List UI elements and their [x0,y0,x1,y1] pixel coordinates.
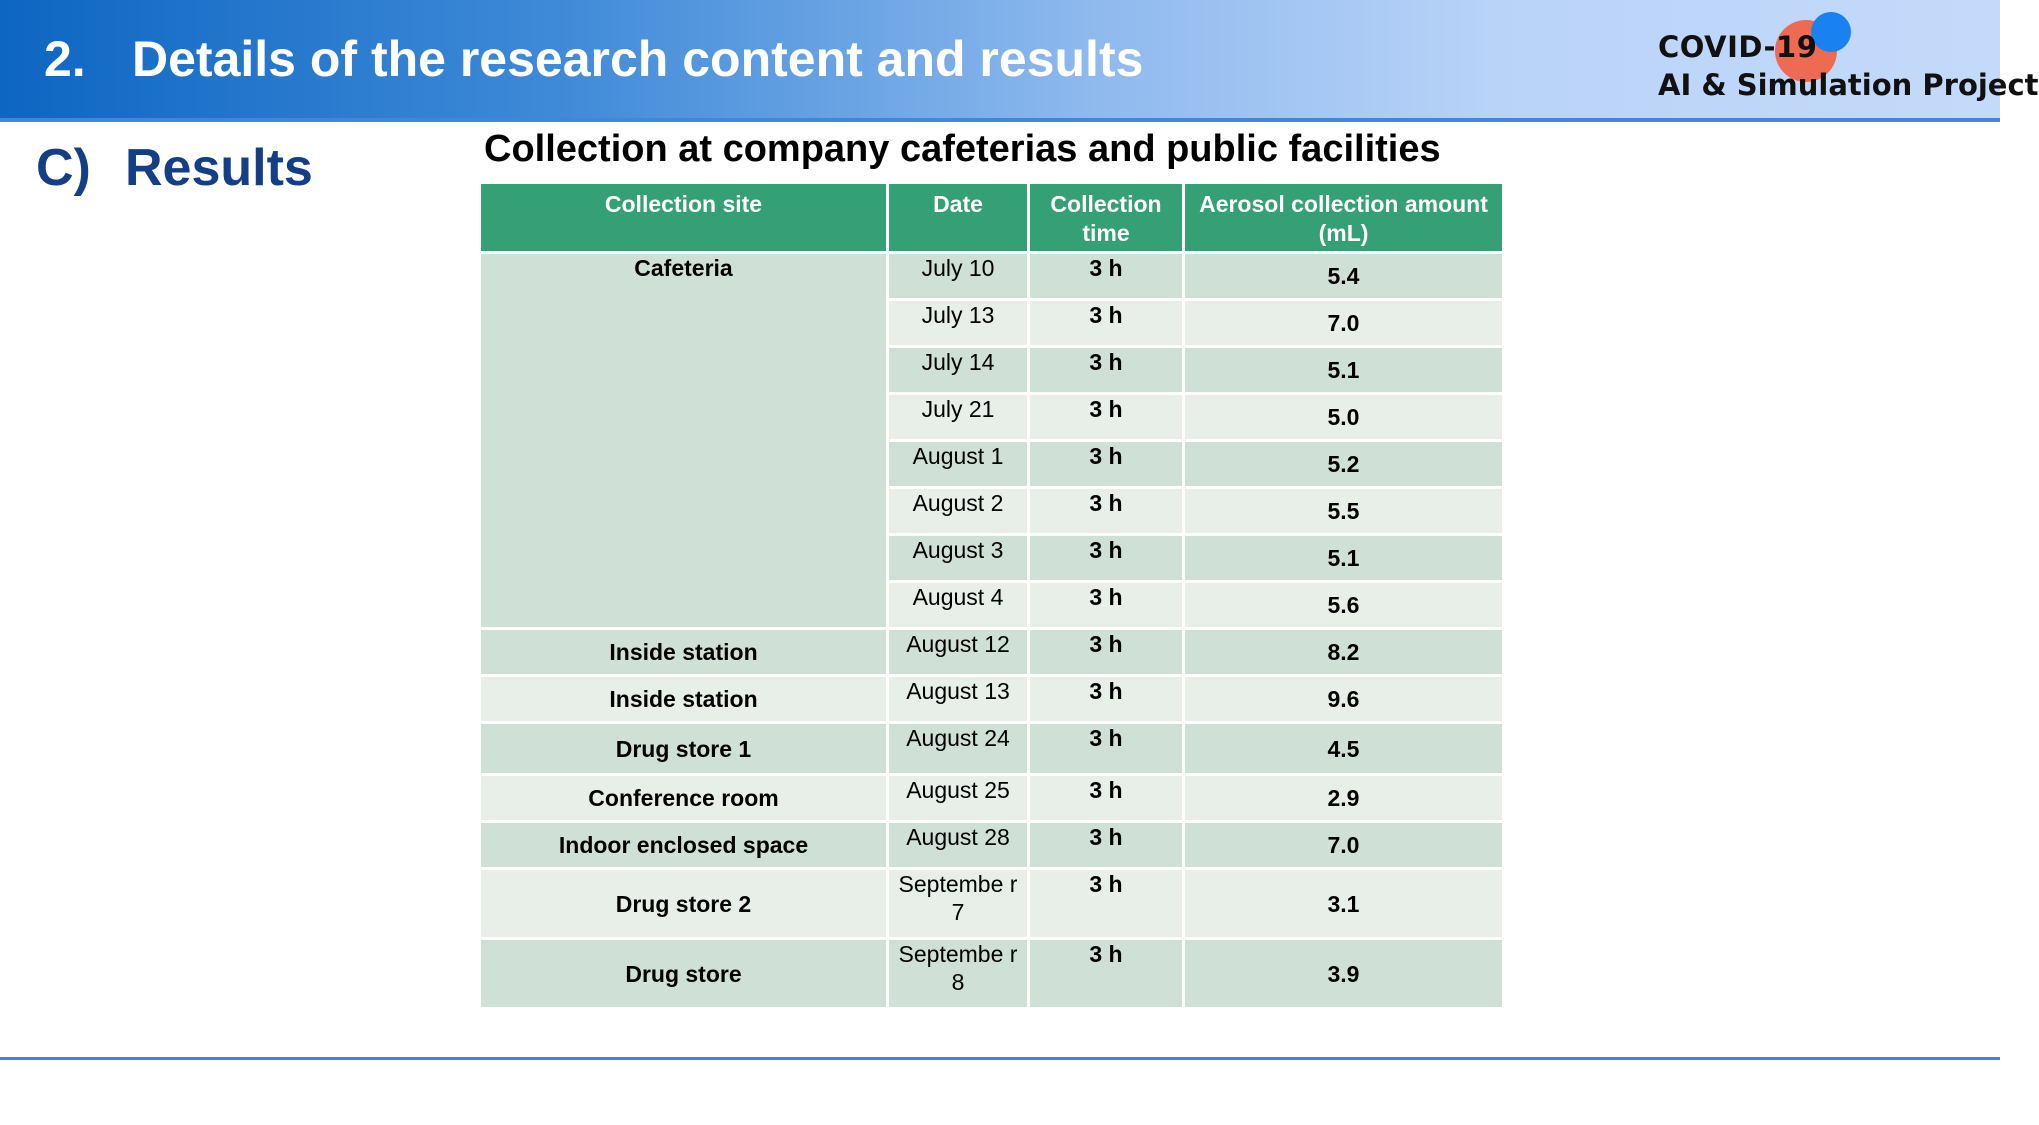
project-logo [1655,8,2039,108]
time-cell: 3 h [1029,822,1184,869]
date-cell: August 4 [888,582,1029,629]
time-cell: 3 h [1029,347,1184,394]
date-cell: August 12 [888,629,1029,676]
amount-cell: 3.9 [1184,939,1504,1009]
column-header-site: Collection site [480,183,888,253]
site-cell: Inside station [480,629,888,676]
section-number: 2. [44,31,86,87]
table-row [480,253,1504,300]
column-header-amount: Aerosol collection amount (mL) [1184,183,1504,253]
time-cell: 3 h [1029,488,1184,535]
table-title: Collection at company cafeterias and public facilities [484,128,1441,170]
date-cell: August 1 [888,441,1029,488]
site-cell: Indoor enclosed space [480,822,888,869]
time-cell: 3 h [1029,939,1184,1009]
subsection-label: C) [36,139,91,197]
amount-cell: 7.0 [1184,822,1504,869]
date-cell: August 13 [888,676,1029,723]
amount-cell: 3.1 [1184,869,1504,939]
amount-cell: 5.6 [1184,582,1504,629]
amount-cell: 5.4 [1184,253,1504,300]
table-row [480,939,1504,1009]
date-cell: August 25 [888,775,1029,822]
time-cell: 3 h [1029,775,1184,822]
amount-cell: 5.5 [1184,488,1504,535]
date-cell: July 14 [888,347,1029,394]
amount-cell: 4.5 [1184,723,1504,775]
logo-line-2: AI & Simulation Project [1658,68,2039,102]
date-cell: July 13 [888,300,1029,347]
amount-cell: 5.1 [1184,535,1504,582]
time-cell: 3 h [1029,629,1184,676]
date-cell: Septembe r 7 [888,869,1029,939]
amount-cell: 5.1 [1184,347,1504,394]
time-cell: 3 h [1029,300,1184,347]
site-cell: Drug store 2 [480,869,888,939]
amount-cell: 9.6 [1184,676,1504,723]
amount-cell: 2.9 [1184,775,1504,822]
date-cell: July 21 [888,394,1029,441]
date-cell: August 3 [888,535,1029,582]
table-row [480,869,1504,939]
table-row [480,775,1504,822]
time-cell: 3 h [1029,253,1184,300]
amount-cell: 7.0 [1184,300,1504,347]
site-cell: Cafeteria [480,253,888,629]
time-cell: 3 h [1029,869,1184,939]
time-cell: 3 h [1029,582,1184,629]
time-cell: 3 h [1029,676,1184,723]
date-cell: August 28 [888,822,1029,869]
table-header-row [480,183,1504,253]
date-cell: August 24 [888,723,1029,775]
column-header-time: Collection time [1029,183,1184,253]
site-cell: Inside station [480,676,888,723]
time-cell: 3 h [1029,535,1184,582]
amount-cell: 5.2 [1184,441,1504,488]
time-cell: 3 h [1029,394,1184,441]
date-cell: August 2 [888,488,1029,535]
table-row [480,822,1504,869]
site-cell: Conference room [480,775,888,822]
time-cell: 3 h [1029,441,1184,488]
footer-divider [0,1057,2000,1060]
table-row [480,676,1504,723]
table-row [480,723,1504,775]
time-cell: 3 h [1029,723,1184,775]
date-cell: July 10 [888,253,1029,300]
subsection-title: Results [125,139,313,197]
logo-line-1: COVID-19 [1658,30,1818,64]
site-cell: Drug store [480,939,888,1009]
section-title: Details of the research content and results [132,31,1144,87]
date-cell: Septembe r 8 [888,939,1029,1009]
results-table [478,181,1505,1010]
site-cell: Drug store 1 [480,723,888,775]
header-divider [0,118,2000,122]
table-row [480,629,1504,676]
column-header-date: Date [888,183,1029,253]
amount-cell: 5.0 [1184,394,1504,441]
amount-cell: 8.2 [1184,629,1504,676]
